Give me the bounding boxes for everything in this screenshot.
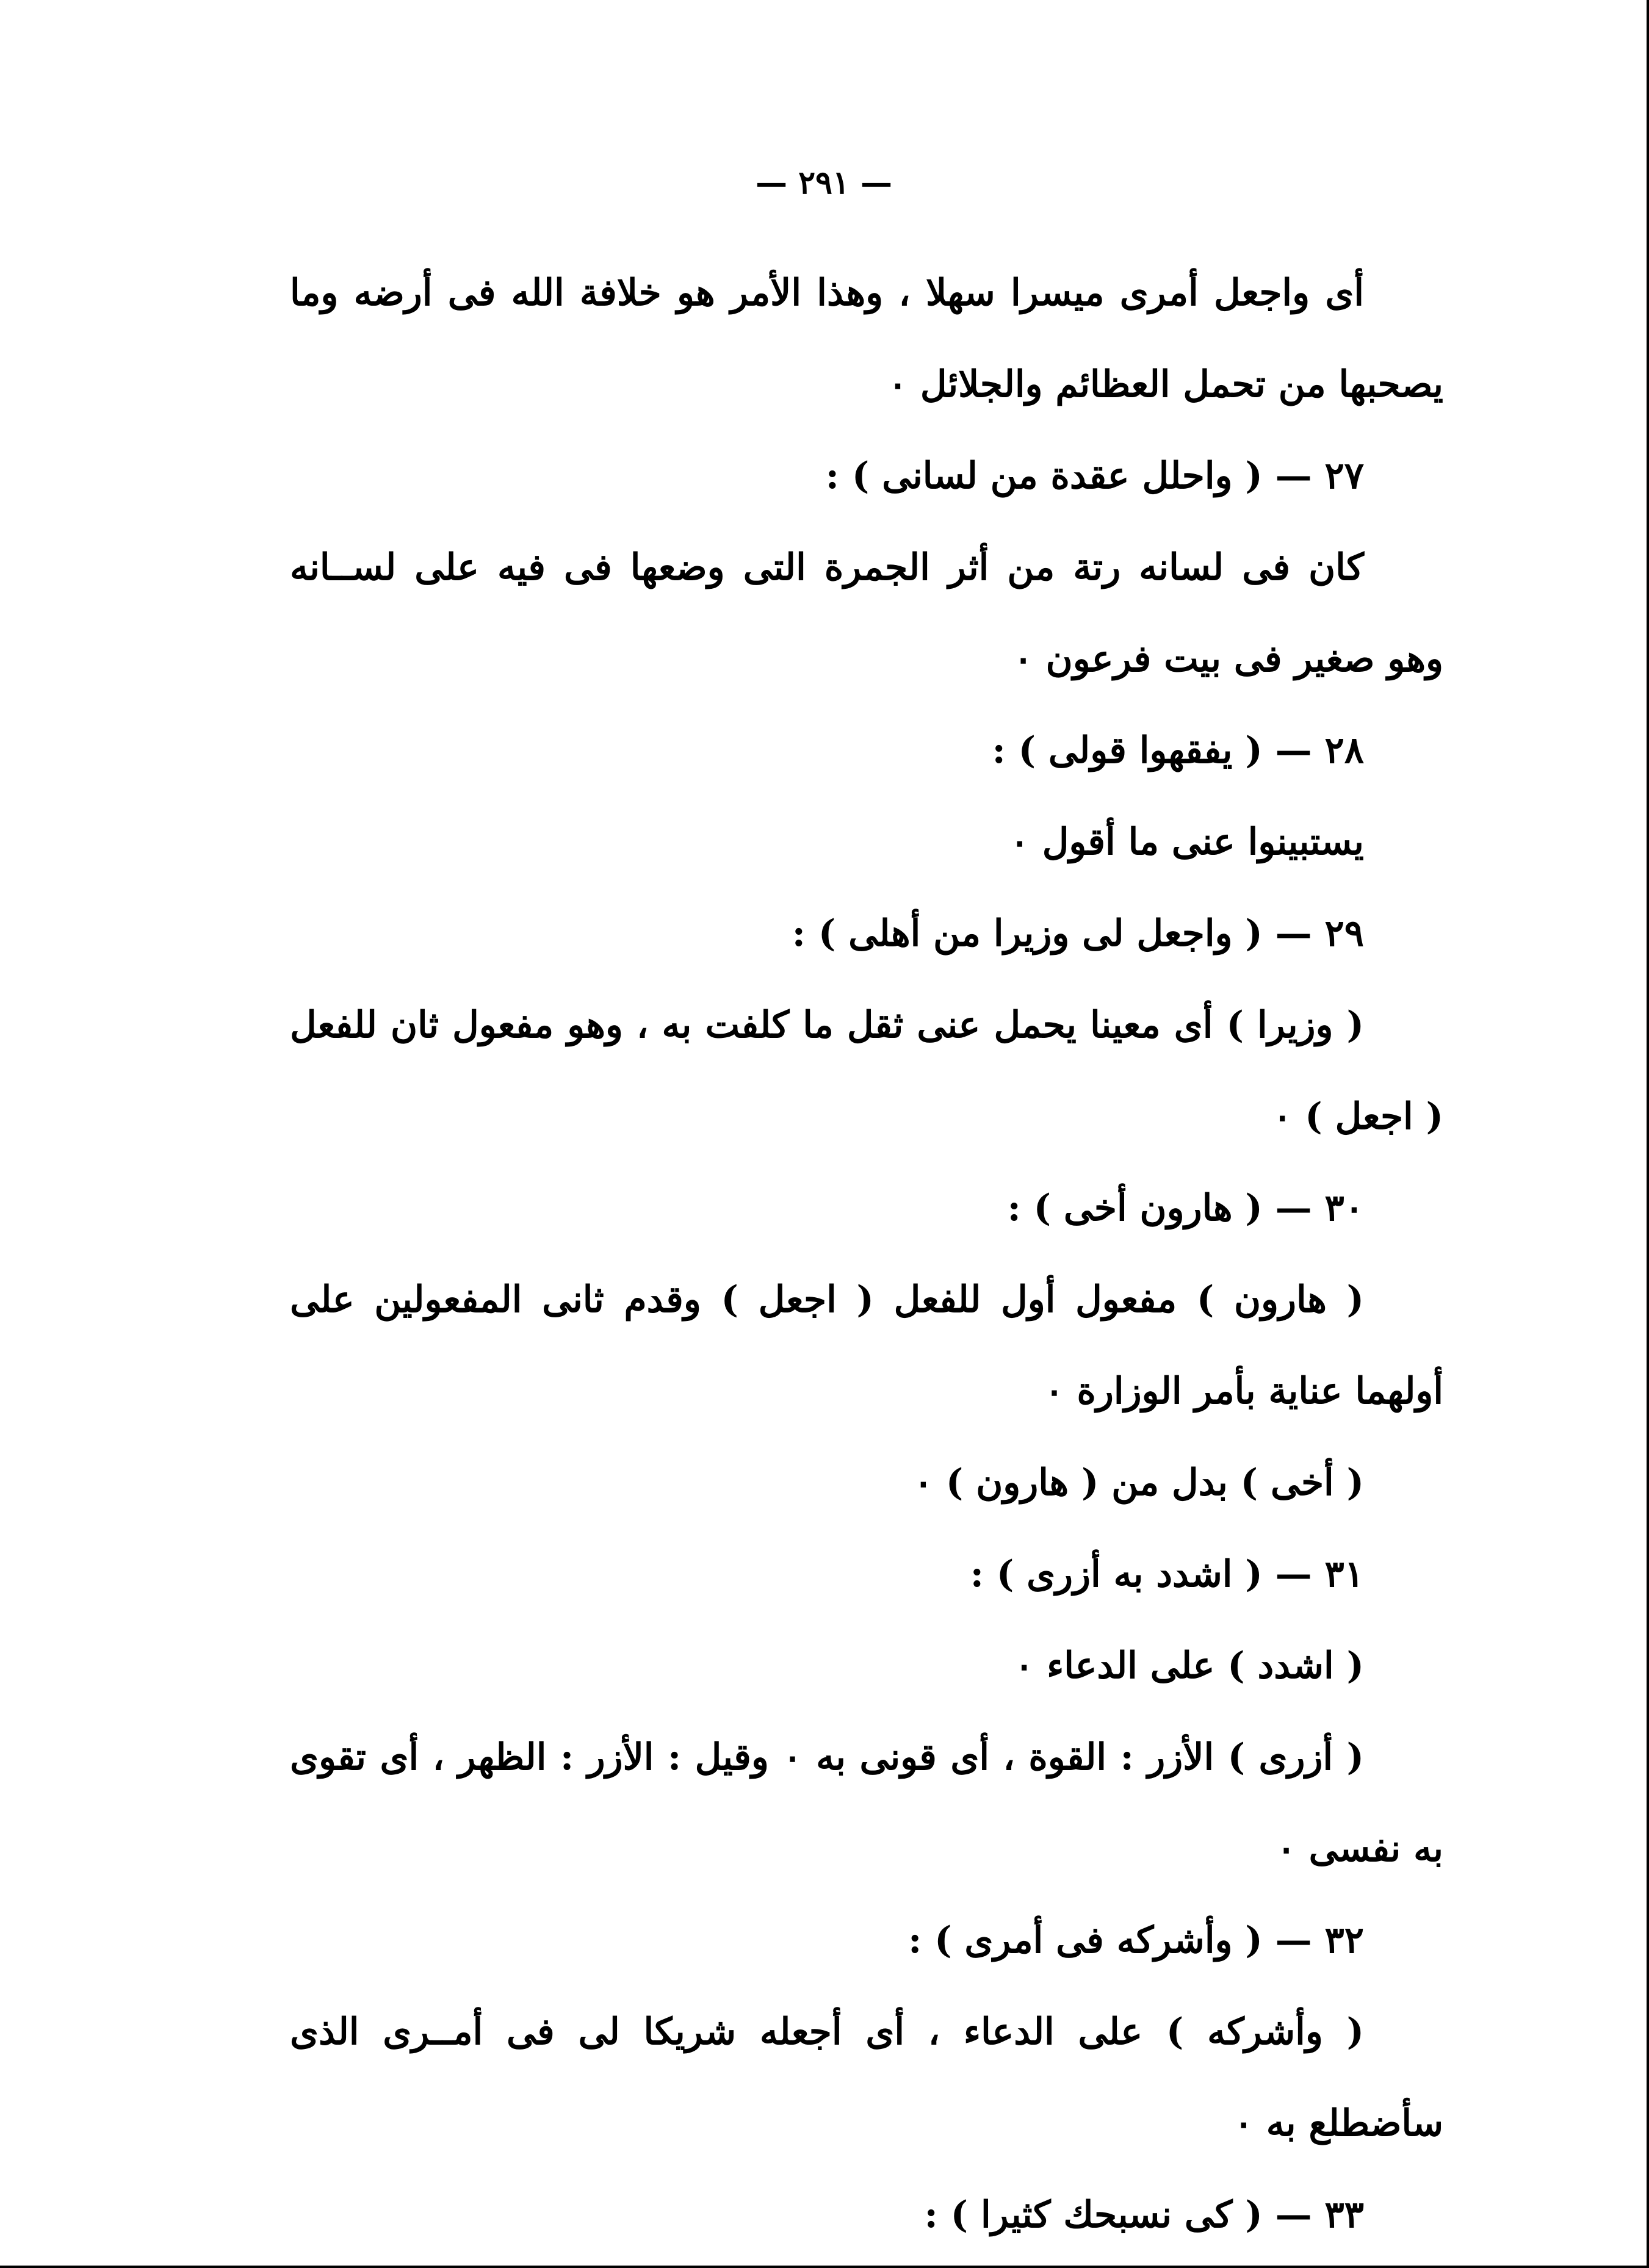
- paragraph: يستبينوا عنى ما أقول ٠: [1009, 821, 1364, 863]
- verse-heading: ٢٩ — ( واجعل لى وزيرا من أهلى ) :: [792, 912, 1364, 955]
- paragraph: ( أخى ) بدل من ( هارون ) ٠: [913, 1461, 1364, 1504]
- verse-heading: ٣٣ — ( كى نسبحك كثيرا ) :: [924, 2194, 1364, 2236]
- verse-heading: ٢٨ — ( يفقهوا قولى ) :: [992, 729, 1364, 772]
- paragraph: كان فى لسانه رتة من أثر الجمرة التى وضعها فى فيه على لســانه وهو صغير فى بيت فرعون ٠: [290, 546, 1443, 680]
- paragraph: ( وأشركه ) على الدعاء ، أى أجعله شريكا لى فى أمــرى الذى سأضطلع به ٠: [290, 2011, 1443, 2145]
- paragraph: أى واجعل أمرى ميسرا سهلا ، وهذا الأمر هو خلافة الله فى أرضه وما يصحبها من تحمل العظائم والجلائل ٠: [290, 272, 1443, 406]
- paragraph: ( وزيرا ) أى معينا يحمل عنى ثقل ما كلفت به ، وهو مفعول ثان للفعل ( اجعل ) ٠: [290, 1004, 1443, 1138]
- page-border-bottom: [0, 2266, 1649, 2268]
- verse-heading: ٣٠ — ( هارون أخى ) :: [1007, 1187, 1364, 1229]
- page-number: — ٢٩١ —: [755, 164, 892, 201]
- verse-heading: ٣١ — ( اشدد به أزرى ) :: [970, 1553, 1364, 1596]
- page-border-right: [1647, 0, 1649, 2268]
- paragraph: ( أزرى ) الأزر : القوة ، أى قونى به ٠ وقيل : الأزر : الظهر ، أى تقوى به نفسى ٠: [290, 1736, 1443, 1870]
- paragraph: ( اشدد ) على الدعاء ٠: [1014, 1644, 1364, 1687]
- page-body-text: [290, 247, 1443, 2261]
- verse-heading: ٣٢ — ( وأشركه فى أمرى ) :: [908, 1919, 1364, 1962]
- verse-heading: ٢٧ — ( واحلل عقدة من لسانى ) :: [825, 455, 1364, 497]
- paragraph: ( هارون ) مفعول أول للفعل ( اجعل ) وقدم ثانى المفعولين على أولهما عناية بأمر الوزارة ٠: [290, 1278, 1443, 1413]
